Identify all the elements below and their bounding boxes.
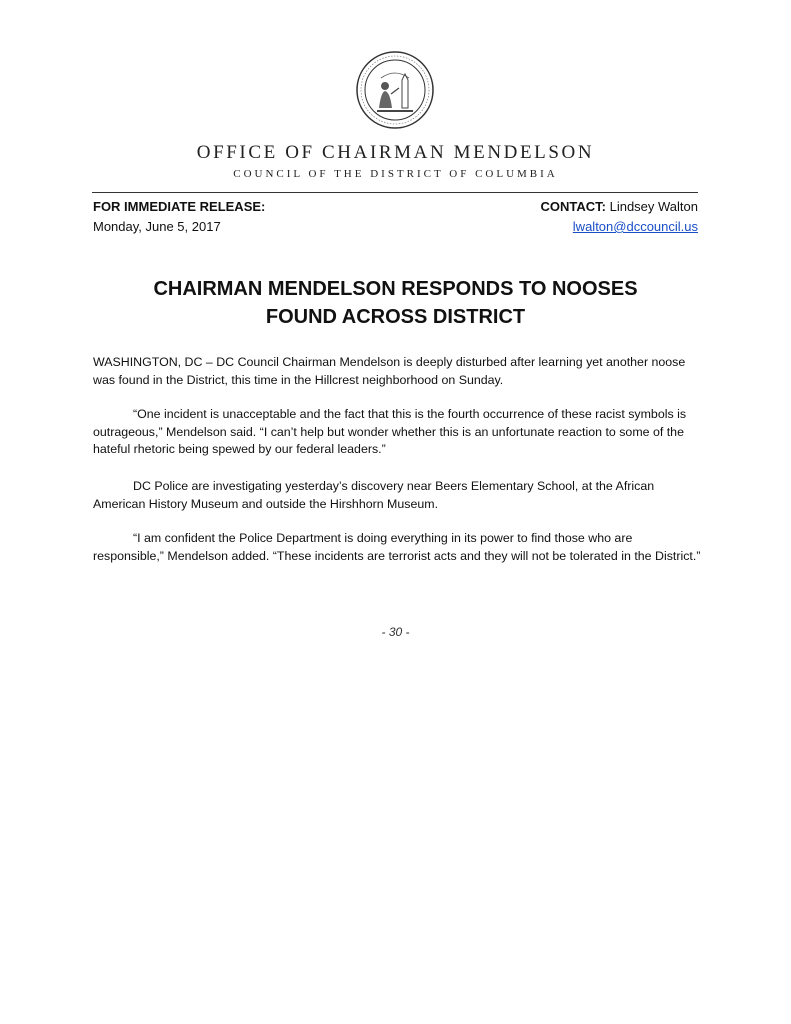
paragraph-3: DC Police are investigating yesterday’s discovery near Beers Elementary School, at the African American History Museum and outside the Hirshhorn Museum. (93, 479, 655, 511)
release-date: Monday, June 5, 2017 (93, 219, 221, 234)
office-subtitle: COUNCIL OF THE DISTRICT OF COLUMBIA (233, 168, 558, 180)
header-divider (92, 192, 698, 193)
paragraph-1: WASHINGTON, DC – DC Council Chairman Mendelson is deeply disturbed after learning yet another noose was found in the District, this time in the Hillcrest neighborhood on Sunday. (93, 355, 686, 387)
contact-email-link[interactable]: lwalton@dccouncil.us (572, 219, 698, 234)
headline-line-1: CHAIRMAN MENDELSON RESPONDS TO NOOSES (153, 278, 638, 300)
office-title: OFFICE OF CHAIRMAN MENDELSON (196, 142, 595, 163)
headline-line-2: FOUND ACROSS DISTRICT (265, 306, 526, 328)
page-number: - 30 - (381, 625, 410, 639)
paragraph-4: “I am confident the Police Department is doing everything in its power to find those who are responsible,” Mendelson added. “These incidents are terrorist acts and they will not be tolerated in the District.” (93, 531, 701, 563)
contact-label: CONTACT: (540, 199, 606, 214)
council-seal-icon (355, 50, 435, 130)
release-label: FOR IMMEDIATE RELEASE: (93, 199, 266, 214)
contact-name: Lindsey Walton (609, 199, 698, 214)
contact-line (540, 199, 698, 215)
paragraph-2: “One incident is unacceptable and the fact that this is the fourth occurrence of these racist symbols is outrageous,” Mendelson said. “I can’t help but wonder whether this is an unfortunate reaction to some of the hateful rhetoric being spewed by our federal leaders.” (93, 407, 687, 456)
headline (0, 275, 791, 331)
